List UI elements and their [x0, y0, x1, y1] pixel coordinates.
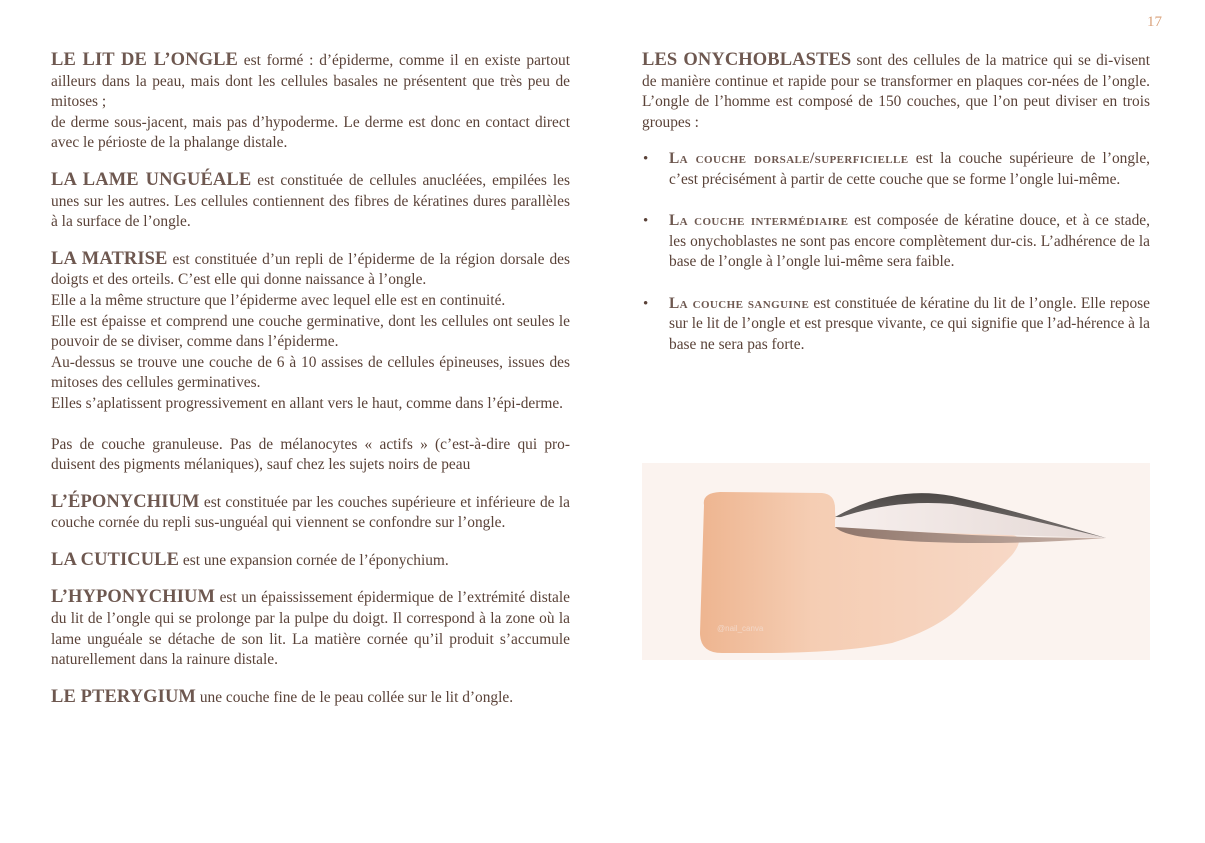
bullet-icon: •	[643, 151, 649, 168]
section-granuleuse	[51, 435, 570, 476]
list-item	[642, 294, 1150, 356]
layer-text: est constituée de kératine du lit de l’ongle. Elle repose sur le lit de l’ongle et est presque vivante, ce qui signifie que l’ad-hérence à la base ne sera pas forte.	[669, 294, 1151, 353]
section-text: est formé : d’épiderme, comme il en existe partout ailleurs dans la peau, mais dont les cellules basales ne présentent que très peu de mitoses ;	[51, 52, 570, 111]
section-term: LA MATRISE	[51, 248, 168, 269]
section-text: est constituée d’un repli de l’épiderme de la région dorsale des doigts et des orteils. C’est elle qui donne naissance à l’ongle.	[51, 250, 571, 289]
bullet-icon: •	[643, 213, 649, 230]
section-lit-de-longle	[51, 50, 570, 154]
section-extra-line: Elles s’aplatissent progressivement en allant vers le haut, comme dans l’épi-derme.	[51, 394, 564, 412]
section-term: LE PTERYGIUM	[51, 686, 196, 707]
section-term: LE LIT DE L’ONGLE	[51, 50, 238, 70]
section-eponychium	[51, 492, 570, 534]
section-hyponychium	[51, 587, 570, 670]
section-cuticule	[51, 550, 570, 572]
section-pterygium	[51, 687, 570, 709]
layer-text: est composée de kératine douce, et à ce stade, les onychoblastes ne sont pas encore complètement dur-cis. L’adhérence de la base de l’ongle à l’ongle lui-même sera faible.	[669, 212, 1150, 271]
section-text: est un épaississement épidermique de l’extrémité distale du lit de l’ongle qui se prolonge par la pulpe du doigt. Il correspond à la zone où la lame unguéale se détache de son lit. La matière cornée qu’il produit s’accumule naturellement dans la rainure distale.	[51, 589, 570, 669]
section-text: Pas de couche granuleuse. Pas de mélanocytes « actifs » (c’est-à-dire qui pro-duisent des pigments mélaniques), sauf chez les sujets noirs de peau	[51, 435, 570, 474]
list-item	[642, 211, 1150, 273]
section-term: LA LAME UNGUÉALE	[51, 169, 252, 190]
layer-term: La couche sanguine	[669, 294, 810, 312]
right-column	[642, 50, 1150, 376]
section-term: LA CUTICULE	[51, 549, 180, 570]
section-text: est une expansion cornée de l’éponychium.	[179, 551, 449, 569]
layer-list	[642, 149, 1150, 355]
section-text: est constituée par les couches supérieure et inférieure de la couche cornée du repli sus-unguéal qui viennent se confondre sur l’ongle.	[51, 493, 570, 532]
section-text: est constituée de cellules anucléées, empilées les unes sur les autres. Les cellules contiennent des fibres de kératines dures parallèles à la surface de l’ongle.	[51, 171, 570, 231]
section-text: une couche fine de le peau collée sur le lit d’ongle.	[195, 688, 514, 706]
layer-term: La couche dorsale/superficielle	[669, 150, 909, 168]
watermark: @nail_canva	[717, 624, 764, 633]
bullet-icon: •	[643, 295, 649, 312]
list-item	[642, 149, 1150, 190]
section-lame-ungueale	[51, 170, 570, 233]
section-onychoblastes	[642, 50, 1150, 133]
layer-text: est la couche supérieure de l’ongle, c’est précisément à partir de cette couche que se forme l’ongle lui-même.	[669, 150, 1150, 188]
section-extra-line: Elle a la même structure que l’épiderme avec lequel elle est en continuité.	[51, 291, 506, 309]
section-term: L’ÉPONYCHIUM	[51, 491, 200, 512]
page-number: 17	[1147, 14, 1162, 30]
section-matrise	[51, 249, 570, 415]
section-extra-line: Au-dessus se trouve une couche de 6 à 10 assises de cellules épineuses, issues des mitoses des cellules germinatives.	[51, 353, 570, 392]
section-extra-line: de derme sous-jacent, mais pas d’hypoderme. Le derme est donc en contact direct avec le périoste de la phalange distale.	[51, 113, 570, 152]
nail-illustration	[642, 463, 1150, 660]
left-column	[51, 50, 570, 708]
layer-term: La couche intermédiaire	[669, 212, 849, 230]
section-term: LES ONYCHOBLASTES	[642, 50, 852, 70]
section-term: L’HYPONYCHIUM	[51, 587, 216, 608]
section-extra-line: Elle est épaisse et comprend une couche germinative, dont les cellules ont seules le pouvoir de se diviser, comme dans l’épiderme.	[51, 312, 570, 351]
section-text: sont des cellules de la matrice qui se di-visent de manière continue et rapide pour se transformer en plaques cor-nées de l’ongle. L’ongle de l’homme est composé de 150 couches, que l’on peut diviser en trois groupes :	[642, 52, 1150, 131]
